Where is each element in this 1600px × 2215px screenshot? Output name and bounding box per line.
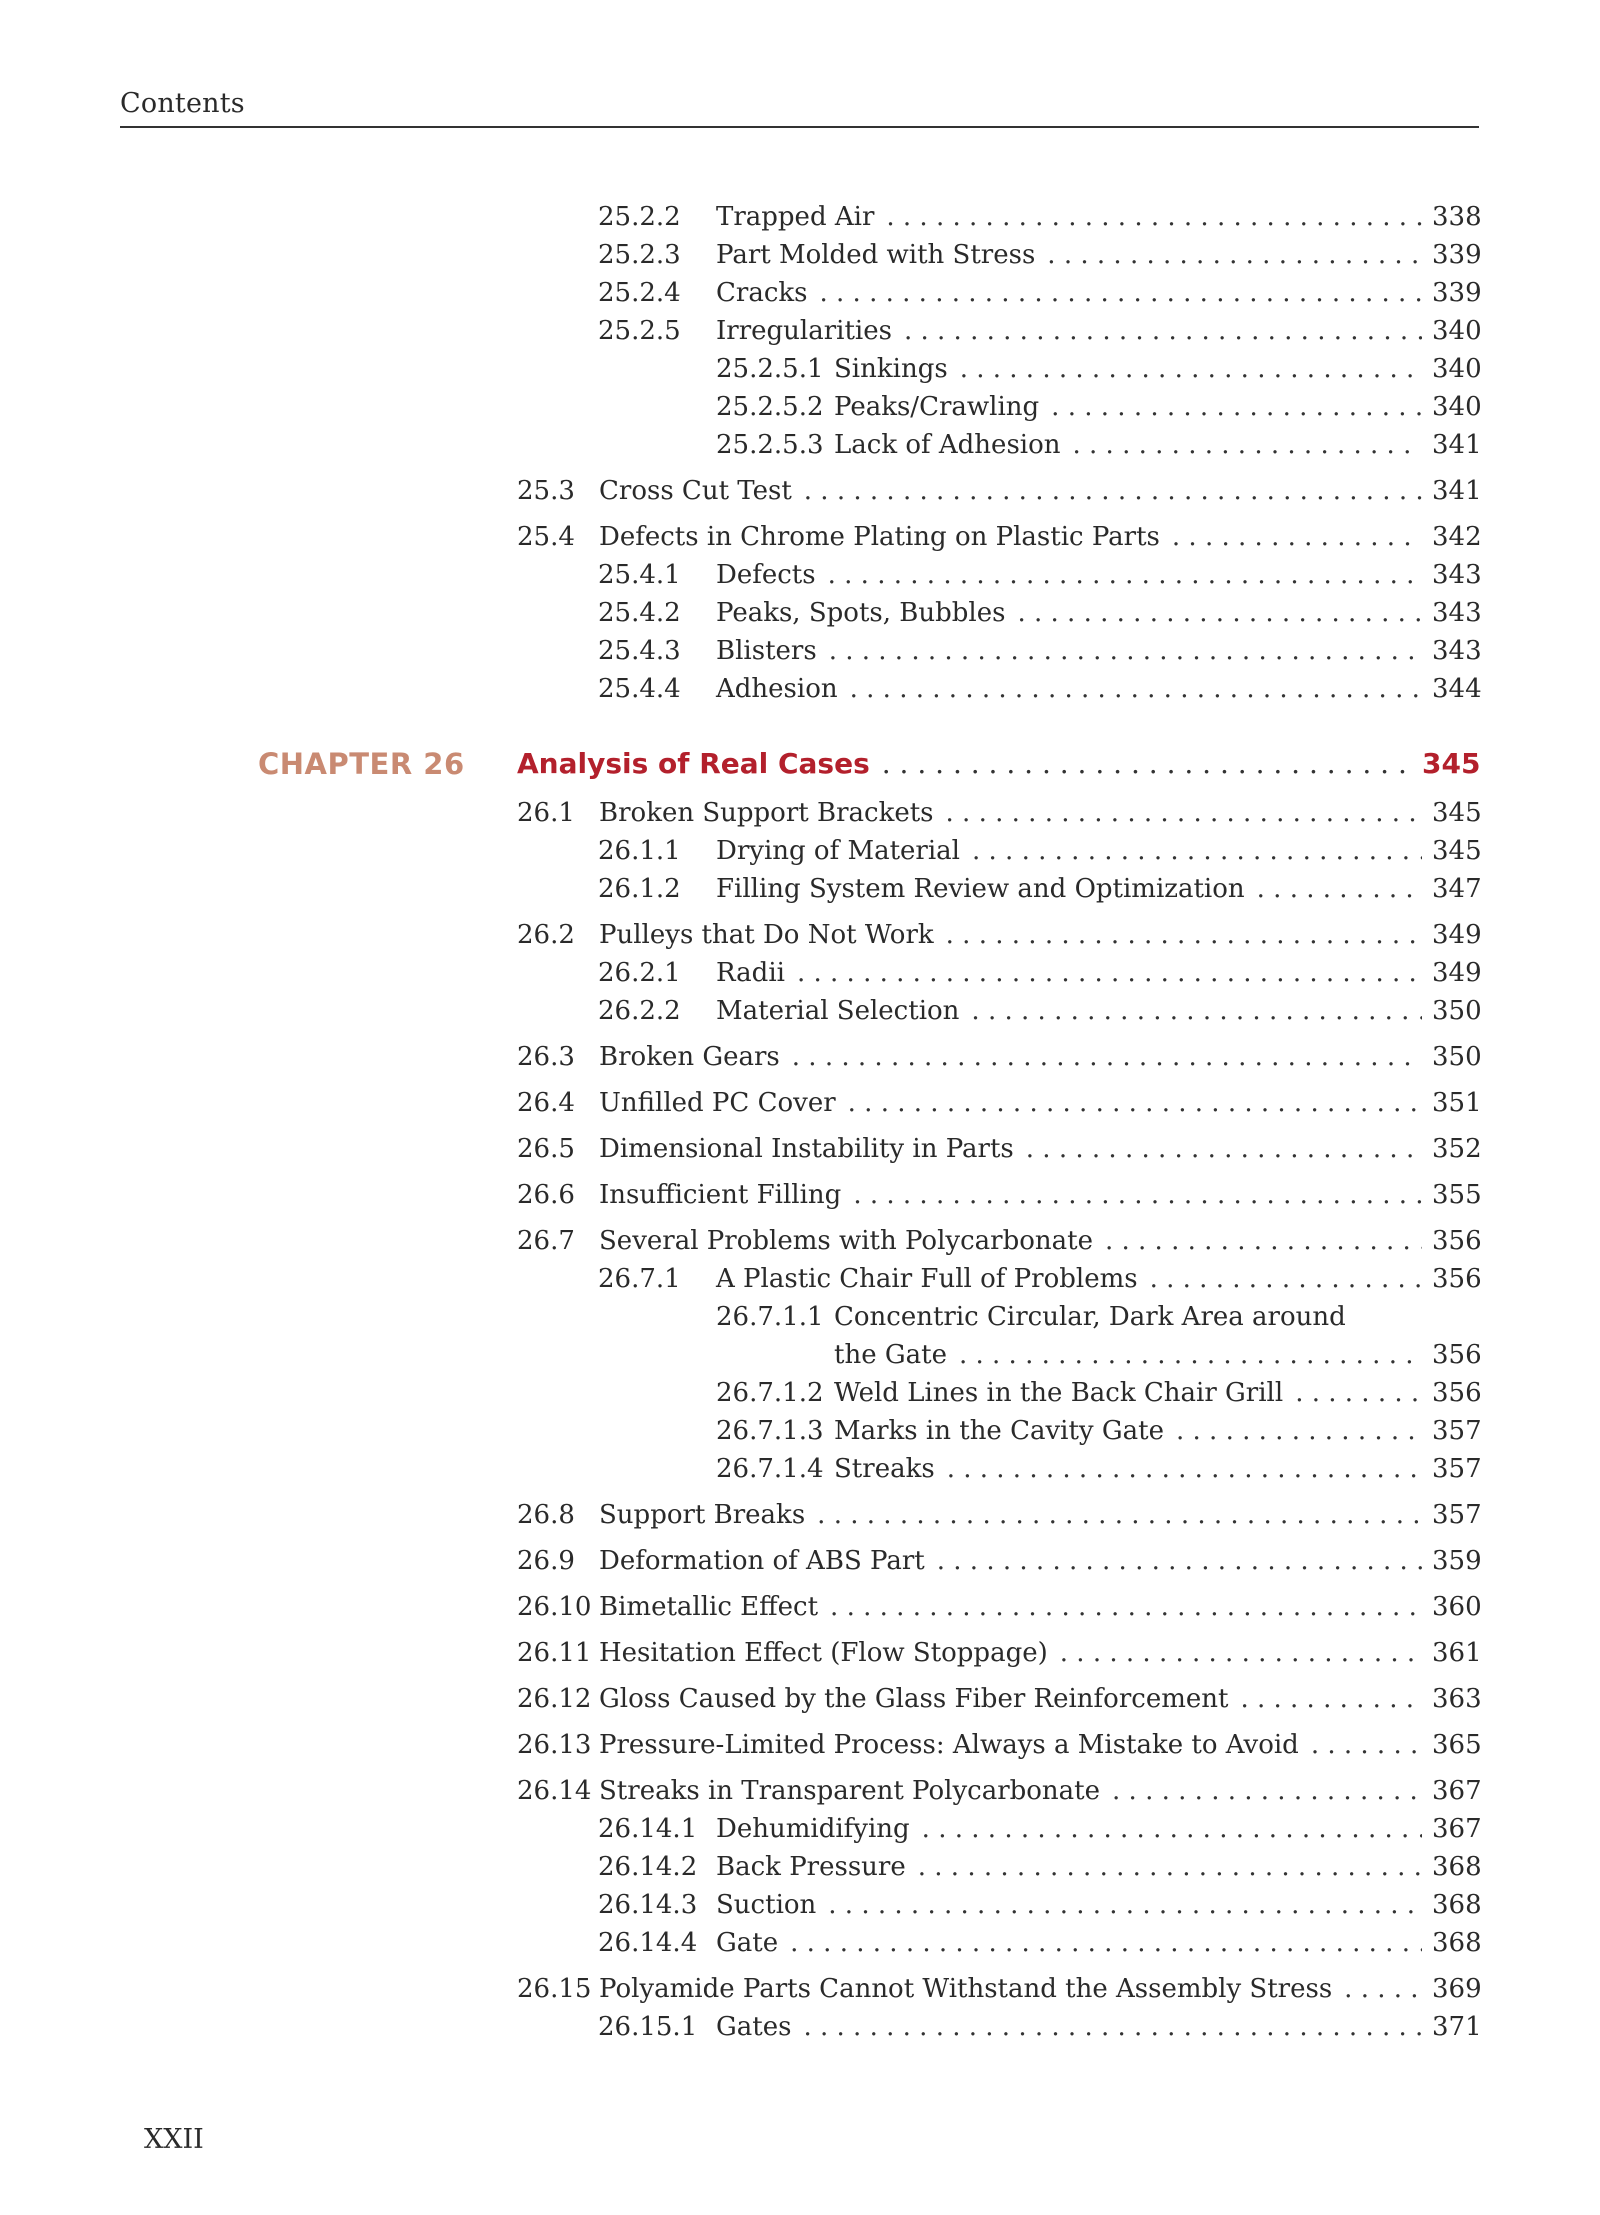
dot-leader xyxy=(829,634,1422,668)
toc-entry-page: 357 xyxy=(1432,1454,1482,1484)
dot-leader xyxy=(1240,1682,1422,1716)
toc-entry-title: Cross Cut Test xyxy=(599,476,792,506)
toc-entry-page: 350 xyxy=(1432,996,1482,1026)
toc-entry-number: 26.15.1 xyxy=(598,2012,698,2042)
toc-entry-page: 340 xyxy=(1432,316,1482,346)
toc-entry-title: Gate xyxy=(716,1928,779,1958)
toc-entry-title: Peaks, Spots, Bubbles xyxy=(716,598,1006,628)
toc-entry-title: Irregularities xyxy=(716,316,892,346)
toc-entry-26-14[interactable] xyxy=(517,1774,1480,1808)
toc-entry-title: Hesitation Effect (Flow Stoppage) xyxy=(599,1638,1048,1668)
toc-entry-number: 25.2.2 xyxy=(598,202,681,232)
dot-leader xyxy=(937,1544,1422,1578)
toc-entry-number: 25.2.5.3 xyxy=(716,430,824,460)
toc-entry-26-2-2[interactable] xyxy=(598,994,1480,1028)
toc-entry-title: Weld Lines in the Back Chair Grill xyxy=(834,1378,1284,1408)
toc-entry-number: 25.4.1 xyxy=(598,560,681,590)
toc-entry-25-2-5-1[interactable] xyxy=(716,352,1480,386)
toc-entry-page: 368 xyxy=(1432,1890,1482,1920)
dot-leader xyxy=(971,994,1422,1028)
toc-entry-number: 25.4.2 xyxy=(598,598,681,628)
toc-entry-page: 367 xyxy=(1432,1814,1482,1844)
dot-leader xyxy=(947,1452,1422,1486)
toc-entry-26-5[interactable] xyxy=(517,1132,1480,1166)
toc-entry-page: 357 xyxy=(1432,1500,1482,1530)
toc-entry-title: Pulleys that Do Not Work xyxy=(599,920,934,950)
dot-leader xyxy=(1172,520,1422,554)
toc-entry-title: Concentric Circular, Dark Area around xyxy=(834,1302,1346,1332)
dot-leader xyxy=(1257,872,1422,906)
toc-entry-title: Dimensional Instability in Parts xyxy=(599,1134,1014,1164)
dot-leader xyxy=(790,1926,1422,1960)
toc-entry-page: 356 xyxy=(1432,1340,1482,1370)
chapter-page: 345 xyxy=(1422,747,1481,780)
toc-entry-26-6[interactable] xyxy=(517,1178,1480,1212)
toc-entry-title: Broken Gears xyxy=(599,1042,780,1072)
toc-entry-number: 26.11 xyxy=(517,1638,592,1668)
toc-entry-number: 26.7.1.4 xyxy=(716,1454,824,1484)
dot-leader xyxy=(792,1040,1422,1074)
toc-entry-title: Blisters xyxy=(716,636,817,666)
toc-entry-26-12[interactable] xyxy=(517,1682,1480,1716)
toc-entry-number: 26.15 xyxy=(517,1974,592,2004)
toc-entry-page: 349 xyxy=(1432,958,1482,988)
chapter-title-entry[interactable] xyxy=(517,747,1480,781)
dot-leader xyxy=(1105,1224,1422,1258)
toc-entry-number: 26.7.1.1 xyxy=(716,1302,824,1332)
toc-entry-25-4[interactable] xyxy=(517,520,1480,554)
toc-entry-page: 357 xyxy=(1432,1416,1482,1446)
chapter-label: CHAPTER 26 xyxy=(258,747,465,781)
toc-entry-title: Back Pressure xyxy=(716,1852,906,1882)
toc-entry-26-10[interactable] xyxy=(517,1590,1480,1624)
toc-entry-page: 343 xyxy=(1432,636,1482,666)
dot-leader xyxy=(1026,1132,1422,1166)
toc-entry-title: Broken Support Brackets xyxy=(599,798,934,828)
dot-leader xyxy=(804,474,1422,508)
toc-entry-page: 363 xyxy=(1432,1684,1482,1714)
toc-entry-number: 25.3 xyxy=(517,476,575,506)
toc-entry-page: 368 xyxy=(1432,1852,1482,1882)
dot-leader xyxy=(1176,1414,1422,1448)
toc-entry-page: 352 xyxy=(1432,1134,1482,1164)
toc-entry-number: 25.4.3 xyxy=(598,636,681,666)
dot-leader xyxy=(1344,1972,1422,2006)
toc-entry-title: Several Problems with Polycarbonate xyxy=(599,1226,1093,1256)
toc-entry-title: Polyamide Parts Cannot Withstand the Assembly Stress xyxy=(599,1974,1333,2004)
toc-entry-title: Trapped Air xyxy=(716,202,875,232)
toc-entry-page: 340 xyxy=(1432,354,1482,384)
toc-entry-number: 26.7.1.3 xyxy=(716,1416,824,1446)
toc-entry-26-7[interactable] xyxy=(517,1224,1480,1258)
toc-entry-number: 26.1.2 xyxy=(598,874,681,904)
dot-leader xyxy=(1051,390,1422,424)
toc-entry-title: Adhesion xyxy=(716,674,838,704)
toc-entry-26-15[interactable] xyxy=(517,1972,1480,2006)
toc-entry-page: 345 xyxy=(1432,836,1482,866)
dot-leader xyxy=(1073,428,1423,462)
toc-entry-number: 25.4 xyxy=(517,522,575,552)
toc-entry-number: 26.2 xyxy=(517,920,575,950)
toc-entry-title: Insufficient Filling xyxy=(599,1180,842,1210)
toc-entry-number: 25.2.5.2 xyxy=(716,392,824,422)
toc-entry-number: 26.6 xyxy=(517,1180,575,1210)
toc-entry-26-4[interactable] xyxy=(517,1086,1480,1120)
dot-leader xyxy=(803,2010,1422,2044)
dot-leader xyxy=(1060,1636,1422,1670)
toc-entry-title: Marks in the Cavity Gate xyxy=(834,1416,1164,1446)
toc-entry-page: 371 xyxy=(1432,2012,1482,2042)
toc-entry-number: 26.7 xyxy=(517,1226,575,1256)
toc-entry-page: 344 xyxy=(1432,674,1482,704)
toc-entry-25-2-2[interactable] xyxy=(598,200,1480,234)
dot-leader xyxy=(819,276,1422,310)
toc-entry-title: Cracks xyxy=(716,278,808,308)
toc-entry-26-7-1[interactable] xyxy=(598,1262,1480,1296)
toc-entry-26-14-2[interactable] xyxy=(598,1850,1480,1884)
toc-entry-number: 26.10 xyxy=(517,1592,592,1622)
toc-entry-26-2[interactable] xyxy=(517,918,1480,952)
toc-entry-number: 26.2.1 xyxy=(598,958,681,988)
dot-leader xyxy=(848,1086,1422,1120)
toc-entry-title: Unfilled PC Cover xyxy=(599,1088,836,1118)
toc-entry-title: Defects in Chrome Plating on Plastic Parts xyxy=(599,522,1160,552)
toc-entry-26-1-2[interactable] xyxy=(598,872,1480,906)
toc-entry-title: Part Molded with Stress xyxy=(716,240,1036,270)
toc-entry-title: Pressure-Limited Process: Always a Mistake to Avoid xyxy=(599,1730,1299,1760)
toc-entry-25-2-4[interactable] xyxy=(598,276,1480,310)
toc-entry-title: Suction xyxy=(716,1890,817,1920)
toc-entry-title: Peaks/Crawling xyxy=(834,392,1040,422)
toc-entry-page: 351 xyxy=(1432,1088,1482,1118)
dot-leader xyxy=(972,834,1422,868)
toc-entry-page: 365 xyxy=(1432,1730,1482,1760)
toc-entry-25-4-3[interactable] xyxy=(598,634,1480,668)
toc-entry-page: 342 xyxy=(1432,522,1482,552)
toc-entry-page: 349 xyxy=(1432,920,1482,950)
dot-leader xyxy=(904,314,1422,348)
toc-entry-page: 368 xyxy=(1432,1928,1482,1958)
toc-entry-title: Gates xyxy=(716,2012,792,2042)
toc-entry-title: Sinkings xyxy=(834,354,948,384)
toc-entry-title: Dehumidifying xyxy=(716,1814,910,1844)
toc-entry-number: 26.8 xyxy=(517,1500,575,1530)
toc-entry-title: Deformation of ABS Part xyxy=(599,1546,925,1576)
toc-entry-26-11[interactable] xyxy=(517,1636,1480,1670)
toc-entry-page: 356 xyxy=(1432,1264,1482,1294)
toc-entry-title: Support Breaks xyxy=(599,1500,806,1530)
toc-entry-number: 26.14.1 xyxy=(598,1814,698,1844)
dot-leader xyxy=(828,558,1422,592)
toc-entry-page: 345 xyxy=(1432,798,1482,828)
dot-leader xyxy=(886,200,1422,234)
toc-entry-page: 355 xyxy=(1432,1180,1482,1210)
dot-leader xyxy=(797,956,1422,990)
dot-leader xyxy=(850,672,1422,706)
toc-entry-page: 339 xyxy=(1432,240,1482,270)
toc-entry-26-14-4[interactable] xyxy=(598,1926,1480,1960)
toc-entry-26-14-1[interactable] xyxy=(598,1812,1480,1846)
toc-entry-26-1-1[interactable] xyxy=(598,834,1480,868)
dot-leader xyxy=(828,1888,1422,1922)
toc-entry-26-15-1[interactable] xyxy=(598,2010,1480,2044)
toc-entry-title: Streaks xyxy=(834,1454,935,1484)
toc-entry-number: 26.4 xyxy=(517,1088,575,1118)
toc-entry-number: 26.12 xyxy=(517,1684,592,1714)
dot-leader xyxy=(946,796,1422,830)
toc-entry-25-4-1[interactable] xyxy=(598,558,1480,592)
toc-entry-page: 343 xyxy=(1432,598,1482,628)
dot-leader xyxy=(918,1850,1422,1884)
toc-entry-25-4-2[interactable] xyxy=(598,596,1480,630)
toc-entry-title-continuation: the Gate xyxy=(834,1340,947,1370)
toc-entry-page: 356 xyxy=(1432,1378,1482,1408)
toc-entry-page: 360 xyxy=(1432,1592,1482,1622)
toc-entry-title: Filling System Review and Optimization xyxy=(716,874,1245,904)
toc-entry-page: 369 xyxy=(1432,1974,1482,2004)
toc-entry-page: 361 xyxy=(1432,1638,1482,1668)
toc-entry-page: 347 xyxy=(1432,874,1482,904)
toc-entry-title: Streaks in Transparent Polycarbonate xyxy=(599,1776,1101,1806)
toc-entry-26-9[interactable] xyxy=(517,1544,1480,1578)
toc-entry-26-7-1-4[interactable] xyxy=(716,1452,1480,1486)
toc-entry-page: 339 xyxy=(1432,278,1482,308)
toc-entry-title: Radii xyxy=(716,958,785,988)
toc-entry-26-14-3[interactable] xyxy=(598,1888,1480,1922)
toc-entry-26-2-1[interactable] xyxy=(598,956,1480,990)
toc-entry-page: 350 xyxy=(1432,1042,1482,1072)
toc-entry-page: 341 xyxy=(1432,430,1482,460)
dot-leader xyxy=(882,747,1412,781)
toc-entry-number: 26.3 xyxy=(517,1042,575,1072)
toc-entry-25-2-5[interactable] xyxy=(598,314,1480,348)
dot-leader xyxy=(830,1590,1422,1624)
toc-entry-26-7-1-1-continuation[interactable] xyxy=(834,1338,1480,1372)
toc-entry-26-7-1-2[interactable] xyxy=(716,1376,1480,1410)
toc-entry-title: A Plastic Chair Full of Problems xyxy=(716,1264,1138,1294)
toc-entry-26-1[interactable] xyxy=(517,796,1480,830)
dot-leader xyxy=(959,1338,1422,1372)
toc-entry-page: 340 xyxy=(1432,392,1482,422)
toc-entry-title: Bimetallic Effect xyxy=(599,1592,819,1622)
chapter-title: Analysis of Real Cases xyxy=(517,747,870,780)
toc-entry-number: 25.2.5.1 xyxy=(716,354,824,384)
toc-entry-26-7-1-1[interactable] xyxy=(716,1300,1480,1334)
toc-entry-25-2-5-2[interactable] xyxy=(716,390,1480,424)
toc-entry-number: 26.9 xyxy=(517,1546,575,1576)
dot-leader xyxy=(1150,1262,1422,1296)
dot-leader xyxy=(1047,238,1422,272)
toc-entry-number: 26.14.3 xyxy=(598,1890,698,1920)
toc-entry-title: Material Selection xyxy=(716,996,960,1026)
toc-entry-number: 26.14.2 xyxy=(598,1852,698,1882)
toc-entry-page: 341 xyxy=(1432,476,1482,506)
toc-entry-number: 25.2.3 xyxy=(598,240,681,270)
toc-entry-title: Lack of Adhesion xyxy=(834,430,1061,460)
toc-entry-26-3[interactable] xyxy=(517,1040,1480,1074)
dot-leader xyxy=(853,1178,1422,1212)
toc-entry-number: 26.5 xyxy=(517,1134,575,1164)
toc-entry-number: 25.2.4 xyxy=(598,278,681,308)
toc-entry-number: 26.14 xyxy=(517,1776,592,1806)
toc-entry-25-2-3[interactable] xyxy=(598,238,1480,272)
dot-leader xyxy=(1311,1728,1422,1762)
dot-leader xyxy=(1017,596,1422,630)
dot-leader xyxy=(817,1498,1422,1532)
toc-entry-number: 25.2.5 xyxy=(598,316,681,346)
dot-leader xyxy=(922,1812,1422,1846)
toc-entry-25-2-5-3[interactable] xyxy=(716,428,1480,462)
toc-entry-number: 26.7.1.2 xyxy=(716,1378,824,1408)
dot-leader xyxy=(1295,1376,1422,1410)
running-head: Contents xyxy=(120,88,245,119)
toc-entry-25-4-4[interactable] xyxy=(598,672,1480,706)
toc-entry-page: 356 xyxy=(1432,1226,1482,1256)
toc-entry-number: 26.2.2 xyxy=(598,996,681,1026)
toc-entry-title: Drying of Material xyxy=(716,836,960,866)
toc-entry-number: 26.13 xyxy=(517,1730,592,1760)
toc-entry-page: 343 xyxy=(1432,560,1482,590)
toc-entry-page: 367 xyxy=(1432,1776,1482,1806)
toc-entry-number: 26.1 xyxy=(517,798,575,828)
dot-leader xyxy=(960,352,1422,386)
toc-entry-26-7-1-3[interactable] xyxy=(716,1414,1480,1448)
toc-entry-page: 359 xyxy=(1432,1546,1482,1576)
page-number: XXII xyxy=(144,2124,204,2155)
toc-entry-title: Defects xyxy=(716,560,816,590)
toc-entry-number: 26.14.4 xyxy=(598,1928,698,1958)
toc-entry-26-13[interactable] xyxy=(517,1728,1480,1762)
toc-entry-page: 338 xyxy=(1432,202,1482,232)
dot-leader xyxy=(946,918,1422,952)
toc-entry-title: Gloss Caused by the Glass Fiber Reinforcement xyxy=(599,1684,1229,1714)
dot-leader xyxy=(1112,1774,1422,1808)
toc-entry-number: 26.1.1 xyxy=(598,836,681,866)
toc-entry-number: 26.7.1 xyxy=(598,1264,681,1294)
toc-entry-26-8[interactable] xyxy=(517,1498,1480,1532)
toc-entry-25-3[interactable] xyxy=(517,474,1480,508)
toc-entry-number: 25.4.4 xyxy=(598,674,681,704)
